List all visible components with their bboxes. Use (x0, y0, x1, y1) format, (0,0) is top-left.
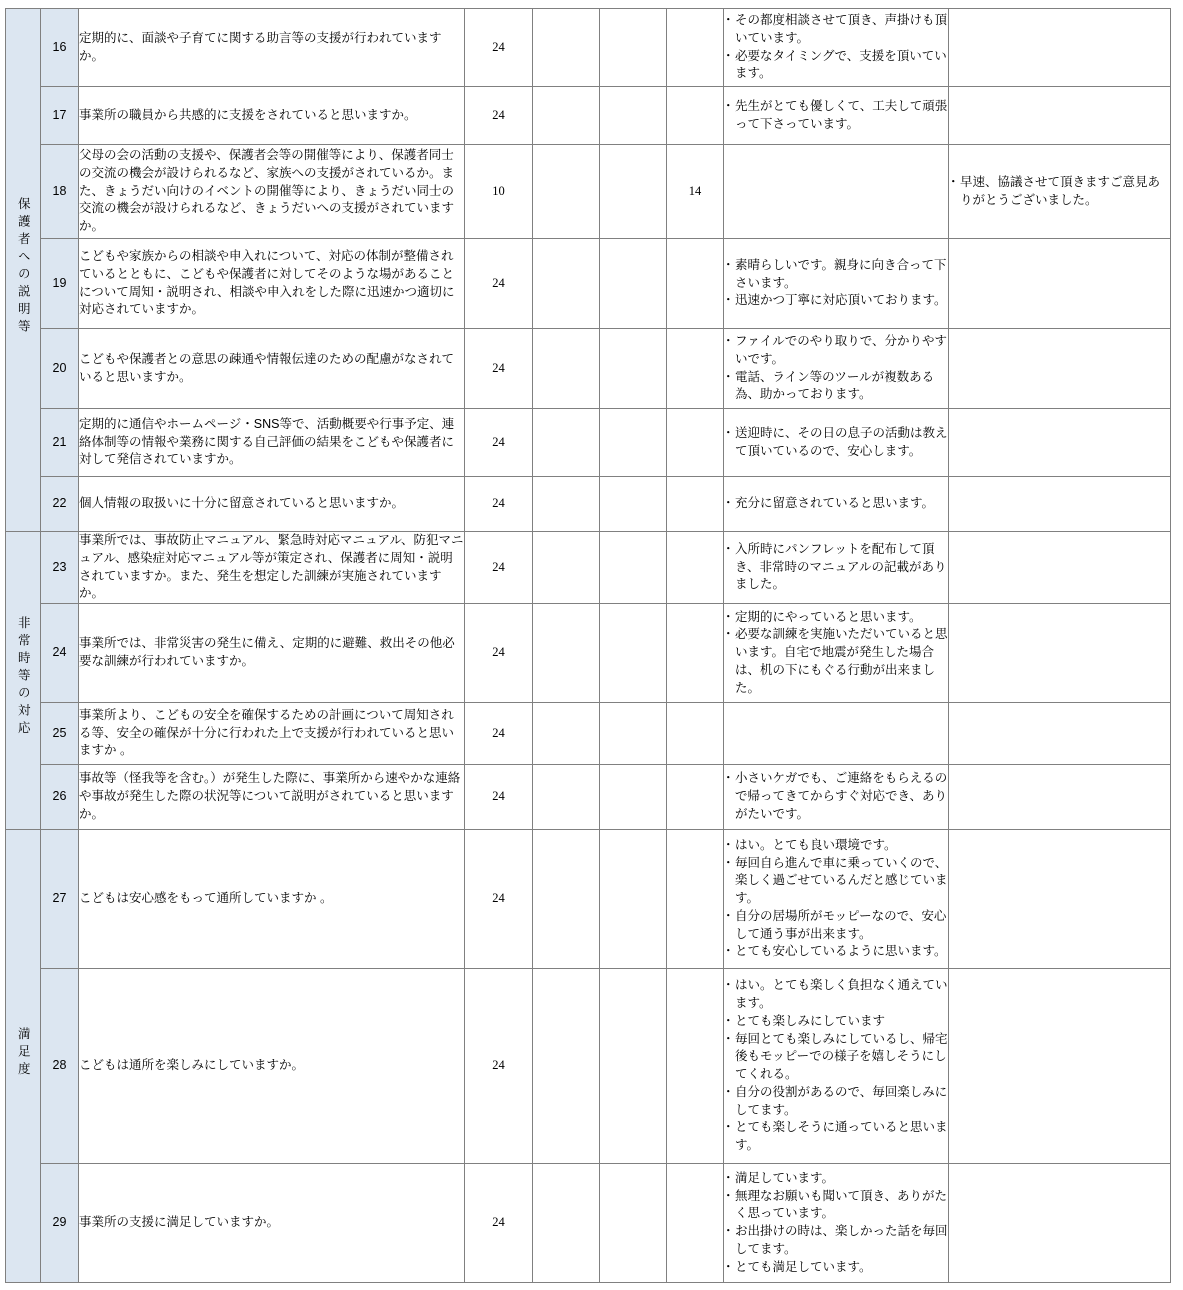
comment-list-item: ・ 無理なお願いも聞いて頂き、ありがたく思っています。 (724, 1188, 948, 1224)
section-category-cell (6, 9, 41, 532)
survey-table-body (6, 9, 1171, 1283)
table-row (6, 329, 1171, 409)
score-yes-cell: 24 (465, 969, 533, 1164)
score-yes-cell: 24 (465, 239, 533, 329)
survey-sheet (0, 8, 1183, 1290)
comments-cell (724, 1164, 949, 1283)
comments-cell (724, 532, 949, 604)
score-b-cell (533, 532, 600, 604)
comment-list-item: ・ とても楽しみにしています (724, 1013, 948, 1031)
score-yes-cell: 24 (465, 830, 533, 969)
score-no-cell (667, 969, 724, 1164)
comment-list-item: ・ 電話、ライン等のツールが複数ある為、助かっております。 (724, 369, 948, 405)
comment-list (724, 837, 948, 961)
section-category-cell (6, 532, 41, 830)
score-c-cell (600, 830, 667, 969)
question-number-cell: 28 (41, 969, 79, 1164)
response-cell (949, 604, 1171, 703)
score-b-cell (533, 145, 600, 239)
score-no-cell (667, 409, 724, 477)
response-list-item: ・ 早速、協議させて頂きますご意見ありがとうございました。 (949, 174, 1170, 210)
response-cell (949, 765, 1171, 830)
score-c-cell (600, 604, 667, 703)
score-no-cell: 14 (667, 145, 724, 239)
score-yes-cell: 24 (465, 1164, 533, 1283)
comment-list-item: ・ 必要な訓練を実施いただいていると思います。自宅で地震が発生した場合は、机の下にもぐる行動が出来ました。 (724, 626, 948, 697)
score-no-cell (667, 830, 724, 969)
section-category-label: 満足度 (16, 1026, 31, 1080)
comment-list (724, 1170, 948, 1277)
comment-list-item: ・ ファイルでのやり取りで、分かりやすいです。 (724, 333, 948, 369)
score-yes-cell: 24 (465, 765, 533, 830)
response-cell (949, 329, 1171, 409)
comments-cell (724, 830, 949, 969)
table-row (6, 1164, 1171, 1283)
score-b-cell (533, 409, 600, 477)
table-row (6, 409, 1171, 477)
score-b-cell (533, 477, 600, 532)
comment-list-item: ・ 定期的にやっていると思います。 (724, 609, 948, 627)
comment-list-item: ・ 充分に留意されていると思います。 (724, 495, 948, 513)
question-number-cell: 27 (41, 830, 79, 969)
score-no-cell (667, 765, 724, 830)
response-cell (949, 145, 1171, 239)
score-yes-cell: 10 (465, 145, 533, 239)
comment-list-item: ・ その都度相談させて頂き、声掛けも頂いています。 (724, 12, 948, 48)
question-text-cell: 事業所では、非常災害の発生に備え、定期的に避難、救出その他必要な訓練が行われていますか。 (79, 604, 465, 703)
score-yes-cell: 24 (465, 9, 533, 87)
question-text-cell: 父母の会の活動の支援や、保護者会等の開催等により、保護者同士の交流の機会が設けられるなど、家族への支援がされているか。また、きょうだい向けのイベントの開催等により、きょうだい同士の交流の機会が設けられるなど、きょうだいへの支援がされていますか。 (79, 145, 465, 239)
comments-cell (724, 703, 949, 765)
question-text-cell: こどもや保護者との意思の疎通や情報伝達のための配慮がなされていると思いますか。 (79, 329, 465, 409)
question-number-cell: 26 (41, 765, 79, 830)
comment-list (724, 425, 948, 461)
score-b-cell (533, 765, 600, 830)
question-number-cell: 17 (41, 87, 79, 145)
score-c-cell (600, 765, 667, 830)
comment-list-item: ・ 素晴らしいです。親身に向き合って下さいます。 (724, 257, 948, 293)
comments-cell (724, 969, 949, 1164)
comments-cell (724, 409, 949, 477)
score-c-cell (600, 145, 667, 239)
comment-list-item: ・ 小さいケガでも、ご連絡をもらえるので帰ってきてからすぐ対応でき、ありがたいです。 (724, 770, 948, 823)
score-yes-cell: 24 (465, 87, 533, 145)
question-number-cell: 21 (41, 409, 79, 477)
score-no-cell (667, 532, 724, 604)
question-text-cell: 事業所の職員から共感的に支援をされていると思いますか。 (79, 87, 465, 145)
score-c-cell (600, 1164, 667, 1283)
comment-list (724, 495, 948, 513)
table-row (6, 477, 1171, 532)
table-row (6, 532, 1171, 604)
table-row (6, 9, 1171, 87)
score-yes-cell: 24 (465, 703, 533, 765)
response-cell (949, 532, 1171, 604)
question-text-cell: こどもは安心感をもって通所していますか 。 (79, 830, 465, 969)
table-row (6, 604, 1171, 703)
comments-cell (724, 239, 949, 329)
score-c-cell (600, 87, 667, 145)
score-yes-cell: 24 (465, 604, 533, 703)
score-no-cell (667, 87, 724, 145)
comment-list-item: ・ 迅速かつ丁寧に対応頂いております。 (724, 292, 948, 310)
score-yes-cell: 24 (465, 409, 533, 477)
comment-list (724, 98, 948, 134)
question-number-cell: 24 (41, 604, 79, 703)
comment-list (724, 541, 948, 594)
section-category-label: 保護者への説明等 (16, 197, 31, 338)
comments-cell (724, 765, 949, 830)
table-row (6, 830, 1171, 969)
response-cell (949, 830, 1171, 969)
comment-list-item: ・ お出掛けの時は、楽しかった話を毎回してます。 (724, 1223, 948, 1259)
question-number-cell: 29 (41, 1164, 79, 1283)
comment-list-item: ・ 満足しています。 (724, 1170, 948, 1188)
comment-list (724, 333, 948, 404)
question-text-cell: 事業所の支援に満足していますか。 (79, 1164, 465, 1283)
score-yes-cell: 24 (465, 477, 533, 532)
comment-list-item: ・ 送迎時に、その日の息子の活動は教えて頂いているので、安心します。 (724, 425, 948, 461)
comment-list (724, 257, 948, 310)
question-number-cell: 25 (41, 703, 79, 765)
comments-cell (724, 87, 949, 145)
section-category-cell (6, 830, 41, 1283)
survey-results-table (5, 8, 1171, 1283)
comment-list-item: ・ 毎回とても楽しみにしているし、帰宅後もモッピーでの様子を嬉しそうにしてくれる。 (724, 1031, 948, 1084)
score-c-cell (600, 239, 667, 329)
question-text-cell: 事業所より、こどもの安全を確保するための計画について周知される等、安全の確保が十分に行われた上で支援が行われていると思いますか 。 (79, 703, 465, 765)
response-cell (949, 9, 1171, 87)
score-b-cell (533, 239, 600, 329)
comment-list (724, 770, 948, 823)
score-yes-cell: 24 (465, 532, 533, 604)
score-no-cell (667, 703, 724, 765)
question-number-cell: 22 (41, 477, 79, 532)
score-b-cell (533, 830, 600, 969)
comment-list-item: ・ 必要なタイミングで、支援を頂いています。 (724, 48, 948, 84)
response-list (949, 174, 1170, 210)
score-no-cell (667, 329, 724, 409)
question-text-cell: こどもは通所を楽しみにしていますか。 (79, 969, 465, 1164)
question-number-cell: 18 (41, 145, 79, 239)
question-number-cell: 23 (41, 532, 79, 604)
score-c-cell (600, 477, 667, 532)
table-row (6, 239, 1171, 329)
score-b-cell (533, 969, 600, 1164)
score-b-cell (533, 329, 600, 409)
score-c-cell (600, 969, 667, 1164)
score-no-cell (667, 9, 724, 87)
score-no-cell (667, 477, 724, 532)
comment-list-item: ・ とても楽しそうに通っていると思います。 (724, 1119, 948, 1155)
question-text-cell: 事故等（怪我等を含む。）が発生した際に、事業所から速やかな連絡や事故が発生した際の状況等について説明がされていると思いますか。 (79, 765, 465, 830)
comment-list-item: ・ はい。とても楽しく負担なく通えています。 (724, 977, 948, 1013)
comment-list (724, 12, 948, 83)
score-c-cell (600, 329, 667, 409)
comment-list-item: ・ 自分の役割があるので、毎回楽しみにしてます。 (724, 1084, 948, 1120)
comment-list (724, 977, 948, 1155)
score-no-cell (667, 239, 724, 329)
comments-cell (724, 604, 949, 703)
question-text-cell: 個人情報の取扱いに十分に留意されていると思いますか。 (79, 477, 465, 532)
comments-cell (724, 9, 949, 87)
section-category-label: 非常時等の対応 (16, 616, 31, 739)
question-text-cell: 定期的に、面談や子育てに関する助言等の支援が行われていますか。 (79, 9, 465, 87)
response-cell (949, 477, 1171, 532)
question-number-cell: 20 (41, 329, 79, 409)
score-c-cell (600, 409, 667, 477)
response-cell (949, 969, 1171, 1164)
comment-list-item: ・ 先生がとても優しくて、工夫して頑張って下さっています。 (724, 98, 948, 134)
score-b-cell (533, 604, 600, 703)
score-no-cell (667, 1164, 724, 1283)
score-no-cell (667, 604, 724, 703)
response-cell (949, 409, 1171, 477)
comment-list-item: ・ とても満足しています。 (724, 1259, 948, 1277)
score-b-cell (533, 1164, 600, 1283)
comment-list-item: ・ 入所時にパンフレットを配布して頂き、非常時のマニュアルの記載がありました。 (724, 541, 948, 594)
score-b-cell (533, 703, 600, 765)
response-cell (949, 703, 1171, 765)
question-text-cell: 事業所では、事故防止マニュアル、緊急時対応マニュアル、防犯マニュアル、感染症対応マニュアル等が策定され、保護者に周知・説明されていますか。また、発生を想定した訓練が実施されていますか。 (79, 532, 465, 604)
question-number-cell: 19 (41, 239, 79, 329)
table-row (6, 87, 1171, 145)
response-cell (949, 239, 1171, 329)
score-c-cell (600, 9, 667, 87)
comments-cell (724, 477, 949, 532)
comment-list-item: ・ 自分の居場所がモッピーなので、安心して通う事が出来ます。 (724, 908, 948, 944)
score-c-cell (600, 532, 667, 604)
comment-list-item: ・ 毎回自ら進んで車に乗っていくので、楽しく過ごせているんだと感じています。 (724, 855, 948, 908)
response-cell (949, 1164, 1171, 1283)
comment-list (724, 609, 948, 698)
score-b-cell (533, 9, 600, 87)
question-number-cell: 16 (41, 9, 79, 87)
table-row (6, 969, 1171, 1164)
comment-list-item: ・ とても安心しているように思います。 (724, 943, 948, 961)
table-row (6, 765, 1171, 830)
score-yes-cell: 24 (465, 329, 533, 409)
comments-cell (724, 329, 949, 409)
question-text-cell: こどもや家族からの相談や申入れについて、対応の体制が整備されているとともに、こどもや保護者に対してそのような場があることについて周知・説明され、相談や申入れをした際に迅速かつ適切に対応されていますか。 (79, 239, 465, 329)
table-row (6, 145, 1171, 239)
score-b-cell (533, 87, 600, 145)
score-c-cell (600, 703, 667, 765)
response-cell (949, 87, 1171, 145)
question-text-cell: 定期的に通信やホームページ・SNS等で、活動概要や行事予定、連絡体制等の情報や業務に関する自己評価の結果をこどもや保護者に対して発信されていますか。 (79, 409, 465, 477)
comments-cell (724, 145, 949, 239)
comment-list-item: ・ はい。とても良い環境です。 (724, 837, 948, 855)
table-row (6, 703, 1171, 765)
